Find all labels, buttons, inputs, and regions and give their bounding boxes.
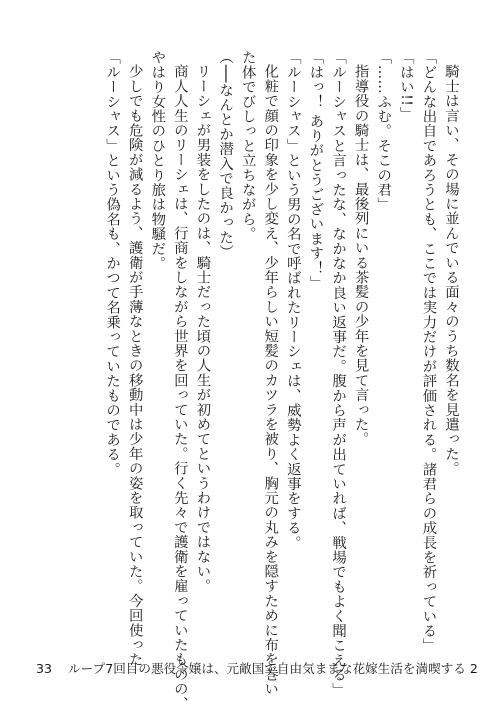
text-line: リーシェが男装をしたのは、騎士だった頃の人生が初めてというわけではない。 <box>194 64 211 594</box>
text-line: 「どんな出自であろうとも、ここでは実力だけが評価される。諸君らの成長を祈っている」 <box>420 50 437 653</box>
text-line: 「ルーシャス」という偽名も、かつて名乗っていたものである。 <box>104 50 121 477</box>
text-line: 「はい!!」 <box>397 50 414 121</box>
text-line: 少しでも危険が減るよう、護衛が手薄なときの移動中は少年の姿を取っていた。今回使った <box>126 64 143 668</box>
text-line: 化粧で顔の印象を少し変え、少年らしい短髪のカツラを被り、胸元の丸みを隠すために布を巻い <box>262 64 279 697</box>
text-line: た体でびしっと立ちながら。 <box>239 50 256 242</box>
text-line: 「ルーシャスと言ったな、なかなか良い返事だ。腹から声が出ていれば、戦場でもよく聞こえる」 <box>330 50 347 697</box>
text-line: 指導役の騎士は、最後列にいる茶髪の少年を見て言った。 <box>352 64 369 447</box>
running-title: ループ7回目の悪役令嬢は、元敵国で自由気ままな花嫁生活を満喫する 2 <box>68 661 478 676</box>
text-line: 騎士は言い、その場に並んでいる面々のうち数名を見遣った。 <box>443 64 459 476</box>
page-footer <box>36 661 478 677</box>
text-line: 「はっ！ ありがとうございます！」 <box>307 50 324 291</box>
text-line: 「……ふむ。そこの君」 <box>375 50 392 212</box>
text-line: 「ルーシャス」という男の名で呼ばれたリーシェは、威勢よく返事をする。 <box>284 50 301 550</box>
text-line: （──なんとか潜入で良かった） <box>217 50 234 260</box>
text-line: やはり女性のひとり旅は物騒だ。 <box>149 50 166 271</box>
text-line: 商人人生のリーシェは、行商をしながら世界を回っていた。行く先々で護衛を雇っていたものの、 <box>171 64 188 711</box>
page-number: 33 <box>36 661 53 676</box>
